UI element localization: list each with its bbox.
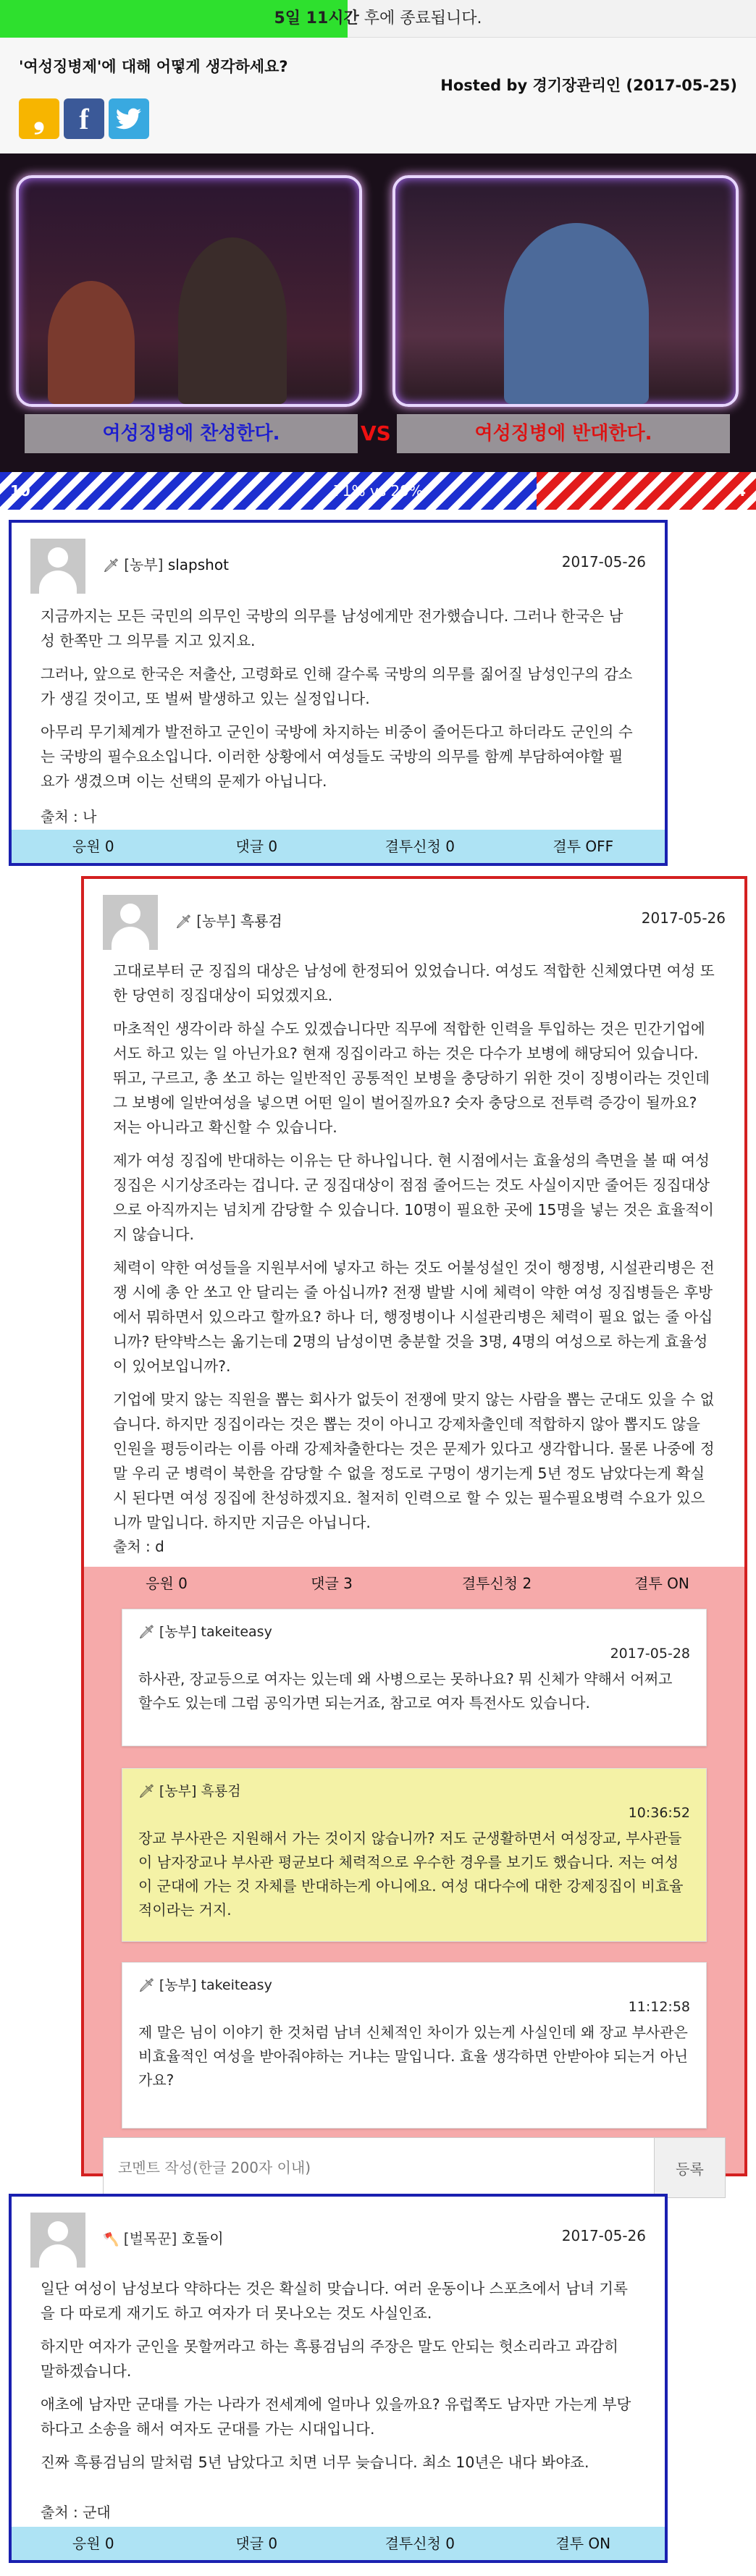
comment-date: 11:12:58	[628, 1999, 690, 2015]
comments-section	[84, 1600, 744, 2178]
duel-toggle[interactable]: 결투 OFF	[553, 838, 614, 855]
rank-icon: 🗡	[103, 558, 119, 573]
author[interactable]: 🗡 [농부] slapshot	[103, 556, 229, 573]
pro-frame	[16, 175, 362, 407]
post-date: 2017-05-26	[561, 2227, 646, 2244]
comment	[122, 1609, 707, 1746]
comment-form	[103, 2137, 726, 2198]
debate-title: '여성징병제'에 대해 어떻게 생각하세요?	[19, 58, 288, 75]
countdown-bar	[0, 0, 756, 38]
opinion-body: 일단 여성이 남성보다 약하다는 것은 확실히 맞습니다. 여러 운동이나 스포츠에서 남녀 기록을 다 따로게 재기도 하고 여자가 더 못나오는 것도 사실인죠. 하지만 여자가 군인을 못할꺼라고 하는 흑룡검님의 주장은 말도 안되는 헛소리라고 과감히 말하겠습니다. 애초에 남자만 군대를 가는 나라가 전세계에 얼마나 있을까요? 유럽쪽도 남자만 가는게 부당하다고 소송을 해서 여자도 군대를 가는 시대입니다. 진짜 흑룡검님의 말처럼 5년 남았다고 치면 너무 늦습니다. 최소 10년은 내다 봐야죠.	[41, 2280, 631, 2471]
comments-button[interactable]: 댓글 0	[235, 838, 278, 855]
post-date: 2017-05-26	[561, 553, 646, 571]
vote-ratio-bar	[0, 472, 756, 510]
countdown-text: 5일 11시간 후에 종료됩니다.	[274, 9, 482, 28]
comment	[122, 1962, 707, 2129]
pro-count: 10	[10, 482, 30, 500]
opinion-body: 지금까지는 모든 국민의 의무인 국방의 의무를 남성에게만 전가했습니다. 그러나 한국은 남성 한쪽만 그 의무를 지고 있지요. 그러나, 앞으로 한국은 저출산, 고령화로 인해 갈수록 국방의 의무를 짊어질 남성인구의 감소가 생길 것이고, 또 벌써 발생하고 있는 실정입니다. 아무리 무기체계가 발전하고 군인이 국방에 차지하는 비중이 줄어든다고 하더라도 군인의 수는 국방의 필수요소입니다. 이러한 상황에서 여성들도 국방의 의무를 함께 부담하여야할 필요가 생겼으며 이는 선택의 문제가 아닙니다.	[41, 607, 633, 790]
comment-author[interactable]: 🗡 [농부] 흑룡검	[138, 1783, 241, 1799]
support-button[interactable]: 응원 0	[146, 1575, 188, 1592]
duel-request-button[interactable]: 결투신청 2	[461, 1575, 532, 1592]
opinion-source: 출처 : 군대	[41, 2504, 111, 2521]
avatar	[30, 539, 85, 594]
panelist-center	[178, 237, 287, 404]
support-button[interactable]: 응원 0	[72, 838, 114, 855]
pro-caption[interactable]: 여성징병에 찬성한다.	[25, 414, 358, 453]
comment-text: 제 말은 님이 이야기 한 것처럼 남녀 신체적인 차이가 있는게 사실인데 왜 장교 부사관은 비효율적인 여성을 받아줘야하는 거냐는 말입니다. 효율 생각하면 안받아야 되는거 아닌가요?	[138, 2024, 689, 2089]
debate-header	[0, 38, 756, 510]
comment-author[interactable]: 🗡 [농부] takeiteasy	[138, 1977, 272, 1993]
avatar	[103, 895, 158, 950]
author[interactable]: 🪓 [벌목꾼] 호돌이	[103, 2230, 224, 2247]
opinion-card	[9, 2194, 668, 2563]
opinion-body: 고대로부터 군 징집의 대상은 남성에 한정되어 있었습니다. 여성도 적합한 신체였다면 여성 또한 당연히 징집대상이 되었겠지요. 마초적인 생각이라 하실 수도 있겠습니다만 직무에 적합한 인력을 투입하는 것은 민간기업에서도 하고 있는 일 아닌가요? 현재 징집이라고 하는 것은 다수가 보병에 해당되어 있습니다. 뛰고, 구르고, 총 쏘고 하는 일반적인 공통적인 보병을 충당하기 위한 것이 징병이라는 것인데 그 보병에 일반여성을 넣으면 어떤 일이 벌어질까요? 숫자 충당으로 전투력 증강이 될까요? 저는 아니라고 확신할 수 있습니다. 제가 여성 징집에 반대하는 이유는 단 하나입니다. 현 시점에서는 효율성의 측면을 볼 때 여성 징집은 시기상조라는 겁니다. 군 징집대상이 점점 줄어드는 것도 사실이지만 줄어든 징집대상으로 아직까지는 넘치게 감당할 수 있습니다. 10명이 필요한 곳에 15명을 넣는 것은 효율적이지 않습니다. 체력이 약한 여성들을 지원부서에 넣자고 하는 것도 어불성설인 것이 행정병, 시설관리병은 전쟁 시에 총 안 쏘고 안 달리는 줄 아십니까? 전쟁 발발 시에 체력이 약한 여성 징집병들은 후방에서 뭐하면서 있으라고 할까요? 하나 더, 행정병이나 시설관리병은 체력이 필요 없는 줄 아십니까? 탄약박스는 옮기는데 2명의 남성이면 충분할 것을 3명, 4명의 여성으로 하는게 효율성이 있어보입니까?. 기업에 맞지 않는 직원을 뽑는 회사가 없듯이 전쟁에 맞지 않는 사람을 뽑는 군대도 있을 수 없습니다. 하지만 징집이라는 것은 뽑는 것이 아니고 강제차출인데 적합하지 않아 뽑지도 않을 인원을 평등이라는 이름 아래 강제차출한다는 것은 문제가 있다고 생각합니다. 물론 나중에 정말 우리 군 병력이 북한을 감당할 수 없을 정도로 구멍이 생기는게 5년 정도 남았다는게 확실시 된다면 여성 징집에 찬성하겠지요. 철저히 인력으로 할 수 있는 필수필요병력 수요가 있으니까 말입니다. 하지만 지금은 아닙니다.	[113, 962, 715, 1531]
support-button[interactable]: 응원 0	[72, 2535, 114, 2552]
card-stats	[12, 2527, 665, 2560]
opinion-card	[81, 876, 747, 2176]
duel-request-button[interactable]: 결투신청 0	[385, 2535, 455, 2552]
ratio-text: 71% vs 29%	[333, 482, 423, 500]
avatar	[30, 2213, 85, 2268]
comment-date: 2017-05-28	[610, 1646, 690, 1662]
vs-label: VS	[361, 421, 391, 445]
kakaostory-icon[interactable]: ❟	[19, 98, 59, 139]
rank-icon: 🗡	[138, 1784, 155, 1799]
rank-icon: 🪓	[103, 2232, 119, 2247]
rank-icon: 🗡	[175, 914, 192, 930]
comment-date: 10:36:52	[628, 1805, 690, 1821]
con-count: 4	[736, 482, 746, 500]
rank-icon: 🗡	[138, 1978, 155, 1993]
twitter-icon[interactable]	[109, 98, 149, 139]
duel-toggle[interactable]: 결투 ON	[555, 2535, 611, 2552]
opinion-card	[9, 520, 668, 866]
comments-button[interactable]: 댓글 3	[311, 1575, 353, 1592]
comment-submit-button[interactable]: 등록	[654, 2138, 725, 2197]
author[interactable]: 🗡 [농부] 흑룡검	[175, 912, 282, 930]
comment-text: 하사관, 장교등으로 여자는 있는데 왜 사병으로는 못하나요? 뭐 신체가 약해서 어쩌고 할수도 있는데 그럼 공익가면 되는거죠, 참고로 여자 특전사도 있습니다.	[138, 1670, 673, 1712]
panelist-right	[504, 223, 649, 404]
facebook-icon[interactable]: f	[64, 98, 104, 139]
con-frame	[392, 175, 739, 407]
duel-toggle[interactable]: 결투 ON	[634, 1575, 689, 1592]
debate-image	[0, 153, 756, 472]
debate-host: Hosted by 경기장관리인 (2017-05-25)	[440, 77, 737, 94]
duel-request-button[interactable]: 결투신청 0	[385, 838, 455, 855]
opinion-source: 출처 : 나	[41, 808, 97, 825]
comment-text: 장교 부사관은 지원해서 가는 것이지 않습니까? 저도 군생활하면서 여성장교, 부사관들이 남자장교나 부사관 평균보다 체력적으로 우수한 경우를 보기도 했습니다. 저는 여성이 군대에 가는 것 자체를 반대하는게 아니에요. 여성 대다수에 대한 강제징집이 비효율적이라는 거지.	[138, 1830, 684, 1919]
post-date: 2017-05-26	[641, 909, 726, 927]
comment	[122, 1768, 707, 1942]
panelist-left	[48, 281, 135, 404]
comment-author[interactable]: 🗡 [농부] takeiteasy	[138, 1624, 272, 1640]
opinion-source: 출처 : d	[113, 1538, 164, 1555]
card-stats	[84, 1567, 744, 1600]
comment-input[interactable]	[104, 2138, 654, 2197]
card-stats	[12, 830, 665, 863]
rank-icon: 🗡	[138, 1625, 155, 1640]
comments-button[interactable]: 댓글 0	[235, 2535, 278, 2552]
con-caption[interactable]: 여성징병에 반대한다.	[397, 414, 730, 453]
share-buttons	[19, 98, 149, 139]
